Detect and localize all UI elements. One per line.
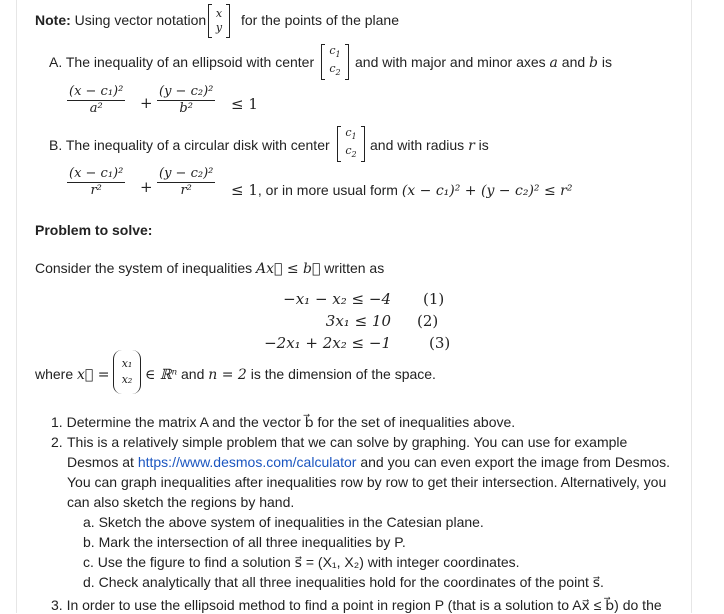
list-item-2-line-2: Desmos at https://www.desmos.com/calculator and you can even export the image from Desmos. bbox=[67, 454, 671, 470]
list-item-2-line-1: This is a relatively simple problem that we can solve by graphing. You can use for example bbox=[67, 434, 628, 450]
item-a-center-vector: $c_1$ $c_2$ bbox=[321, 44, 349, 80]
ineq-row-2: 3x₁ ≤ 10 bbox=[325, 312, 391, 330]
note-vector bbox=[208, 4, 230, 38]
list-item-2-number: 2. bbox=[51, 434, 63, 450]
item-b-center-vector: $c_1$ $c_2$ bbox=[337, 126, 365, 162]
note-text-before: Using vector notation bbox=[74, 12, 207, 28]
vector-y: y bbox=[215, 21, 223, 34]
desmos-link[interactable]: https://www.desmos.com/calculator bbox=[137, 454, 357, 470]
item-a-rhs: ≤ 1 bbox=[231, 95, 258, 113]
sub-item-b: b. Mark the intersection of all three inequalities by P. bbox=[83, 534, 406, 550]
note-label: Note: bbox=[35, 12, 71, 28]
item-a-plus: + bbox=[140, 94, 153, 112]
item-b-frac2: (y − c₂)² r² bbox=[159, 166, 214, 198]
item-b-rhs: ≤ 1, or in more usual form (x − c₁)² + (y − c₂)² ≤ r² bbox=[231, 181, 573, 199]
list-item-1: 1. Determine the matrix A and the vector b⃗ for the set of inequalities above. bbox=[51, 414, 516, 430]
sub-item-d: d. Check analytically that all three inequalities hold for the coordinates of the point s⃗. bbox=[83, 574, 604, 590]
item-a-frac1: (x − c₁)² a² bbox=[69, 84, 124, 116]
ineq-row-1: −x₁ − x₂ ≤ −4 bbox=[283, 290, 391, 308]
vector-x: x bbox=[215, 7, 223, 20]
list-item-2-line-4: can also sketch the regions by hand. bbox=[67, 494, 295, 510]
problem-heading: Problem to solve: bbox=[35, 222, 153, 238]
item-b-frac1: (x − c₁)² r² bbox=[69, 166, 124, 198]
list-item-2-line-3: You can graph inequalities after inequalities row by row to get their intersection. Alternatively, you bbox=[67, 474, 667, 490]
ineq-num-3: (3) bbox=[429, 334, 451, 352]
sub-item-a: a. Sketch the above system of inequalities in the Catesian plane. bbox=[83, 514, 484, 530]
note-line bbox=[35, 12, 206, 28]
item-a-frac2: (y − c₂)² b² bbox=[159, 84, 214, 116]
item-a-prefix: A. The inequality of an ellipsoid with center bbox=[49, 54, 315, 70]
ineq-num-2: (2) bbox=[417, 312, 439, 330]
sub-item-c: c. Use the figure to find a solution s⃗ = (X₁, X₂) with integer coordinates. bbox=[83, 554, 520, 570]
note-text-after: for the points of the plane bbox=[241, 12, 399, 28]
item-b-plus: + bbox=[140, 178, 153, 196]
where-line-right: ∈ ℝⁿ and n = 2 is the dimension of the space. bbox=[145, 366, 436, 383]
consider-line: Consider the system of inequalities Ax⃗ ≤ b⃗ written as bbox=[35, 260, 385, 277]
ineq-num-1: (1) bbox=[423, 290, 445, 308]
item-b-prefix: B. The inequality of a circular disk with center bbox=[49, 137, 330, 153]
item-b-rest: and with radius r is bbox=[370, 137, 489, 154]
list-item-3: 3. In order to use the ellipsoid method to find a point in region P (that is a solution to Ax⃗ ≤ b⃗) do the bbox=[51, 597, 662, 613]
content-card bbox=[16, 0, 692, 613]
ineq-row-3: −2x₁ + 2x₂ ≤ −1 bbox=[264, 334, 391, 352]
where-line-left: where x⃗ = bbox=[35, 366, 110, 383]
item-a-rest: and with major and minor axes a and b is bbox=[355, 54, 613, 71]
x-column-vector: x₁ x₂ bbox=[113, 350, 141, 394]
